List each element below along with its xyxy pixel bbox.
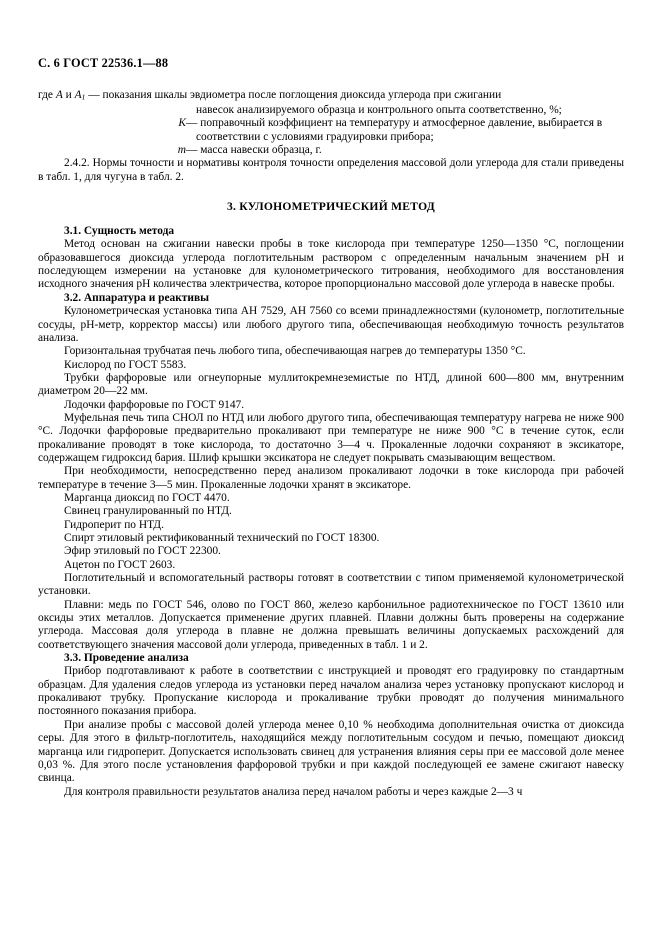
subsection-3-1-body: Метод основан на сжигании навески пробы в токе кислорода при температуре 1250—1350 °С, поглощении образовавшегося диоксида углерода поглотительным раствором с определенным начальным значением рН и последующем измерении на установке для кулонометрического титрования, необходимого для восстановления исходного значения рН количества электричества, которое пропорционально массовой доле углерода в навеске пробы. [38, 238, 624, 291]
legend-k-definition-line1: — поправочный коэффициент на температуру и атмосферное давление, выбирается в [186, 117, 603, 130]
subsection-3-3-paragraph-1: Прибор подготавливают к работе в соответствии с инструкцией и проводят его градуировку по стандартным образцам. Для удаления следов углерода из установки перед началом анализа через установку пропускают кислород и прокаливают трубку. Пропускание кислорода и прокаливание трубки проводят до получения минимального постоянного показания прибора. [38, 665, 624, 718]
page-header: С. 6 ГОСТ 22536.1—88 [38, 56, 169, 70]
subsection-3-2-paragraph-9: Свинец гранулированный по НТД. [64, 505, 232, 518]
clause-2-4-2: 2.4.2. Нормы точности и нормативы контроля точности определения массовой доли углерода для стали приведены в табл. 1, для чугуна в табл. 2. [38, 157, 624, 183]
subsection-3-2-paragraph-6: Муфельная печь типа СНОЛ по НТД или любого другого типа, обеспечивающая температуру нагрева не ниже 900 °С. Лодочки фарфоровые предварительно прокаливают при температуре не ниже 900 °С в течение суток, если прокаливание проводят в токе кислорода, то достаточно 3—4 ч. Прокаленные лодочки сохраняют в эксикаторе, содержащем гидроксид бария. Шлиф крышки эксикатора не следует покрывать смазывающим веществом. [38, 411, 624, 464]
legend-a-definition-line1: — показания шкалы эвдиометра после поглощения диоксида углерода при сжигании [85, 89, 502, 101]
subsection-3-2-paragraph-2: Горизонтальная трубчатая печь любого типа, обеспечивающая нагрев до температуры 1350 °С. [64, 345, 526, 358]
where-label: где [38, 89, 56, 101]
variable-k: K [178, 117, 186, 130]
subsection-3-3-paragraph-3: Для контроля правильности результатов анализа перед началом работы и через каждые 2—3 ч [64, 785, 523, 798]
subsection-3-2-paragraph-15: Плавни: медь по ГОСТ 546, олово по ГОСТ 860, железо карбонильное радиотехническое по ГОСТ 13610 или оксиды этих металлов. Допускается применение других плавней. Плавни должны быть проверены на содержание углерода. Массовая доля углерода в плавне не должна превышать величины допускаемых расхождений для соответствующего значения массовой доли углерода, приведенных в табл. 1 и 2. [38, 598, 624, 651]
subsection-3-2-paragraph-12: Эфир этиловый по ГОСТ 22300. [64, 545, 221, 558]
subsection-3-2-paragraph-1: Кулонометрическая установка типа АН 7529, АН 7560 со всеми принадлежностями (кулонометр, поглотительные сосуды, рН-метр, корректор массы) или любого другого типа, обеспечивающая необходимую точность результатов анализа. [38, 305, 624, 344]
subsection-3-2-paragraph-4: Трубки фарфоровые или огнеупорные муллитокремнеземистые по НТД, длиной 600—800 мм, внутренним диаметром 20—22 мм. [38, 371, 624, 398]
legend-conjunction: и [62, 89, 75, 101]
subsection-3-2-paragraph-7: При необходимости, непосредственно перед анализом прокаливают лодочки в токе кислорода при рабочей температуре в течение 3—5 мин. Прокаленные лодочки хранят в эксикаторе. [38, 465, 624, 491]
subsection-3-1-heading: 3.1. Сущность метода [64, 225, 175, 238]
formula-legend-block [38, 89, 624, 157]
subsection-3-2-paragraph-3: Кислород по ГОСТ 5583. [64, 358, 187, 371]
subsection-3-2-paragraph-13: Ацетон по ГОСТ 2603. [64, 558, 176, 571]
subsection-3-3-heading: 3.3. Проведение анализа [64, 652, 189, 665]
variable-a1 [75, 89, 86, 101]
variable-m: m [177, 144, 186, 157]
subsection-3-2-heading: 3.2. Аппаратура и реактивы [64, 291, 209, 304]
section-3-heading: 3. КУЛОНОМЕТРИЧЕСКИЙ МЕТОД [226, 200, 436, 214]
subsection-3-2-paragraph-5: Лодочки фарфоровые по ГОСТ 9147. [64, 398, 245, 411]
legend-m-definition: — масса навески образца, г. [186, 144, 322, 157]
subsection-3-2-paragraph-10: Гидроперит по НТД. [64, 518, 164, 531]
legend-entry-a [38, 89, 624, 104]
legend-a-continuation [38, 104, 624, 117]
legend-a-definition-line2: навесок анализируемого образца и контрольного опыта соответственно, %; [196, 104, 562, 117]
page-content [38, 56, 624, 799]
subsection-3-2-paragraph-14: Поглотительный и вспомогательный растворы готовят в соответствии с типом применяемой кулонометрической установки. [38, 572, 624, 598]
variable-a1-subscript: 1 [81, 92, 86, 102]
legend-entry-k [38, 117, 624, 144]
variable-a: A [55, 89, 63, 101]
legend-k-definition-line2: соответствии с условиями градуировки прибора; [196, 130, 434, 143]
subsection-3-2-paragraph-11: Спирт этиловый ректификованный технический по ГОСТ 18300. [64, 532, 380, 545]
legend-entry-m [38, 144, 624, 157]
subsection-3-2-paragraph-8: Марганца диоксид по ГОСТ 4470. [64, 491, 230, 504]
variable-a1-base: A [74, 89, 82, 101]
subsection-3-3-paragraph-2: При анализе пробы с массовой долей углерода менее 0,10 % необходима дополнительная очистка от диоксида серы. Для этого в фильтр-поглотитель, находящийся между поглотительным сосудом и печью, помещают диоксид марганца или гидроперит. Допускается использовать свинец для устранения влияния серы при ее массовой доле менее 0,03 %. Для этого после установления фарфоровой трубки и при каждой последующей ее замене сжигают навеску свинца. [38, 718, 624, 785]
